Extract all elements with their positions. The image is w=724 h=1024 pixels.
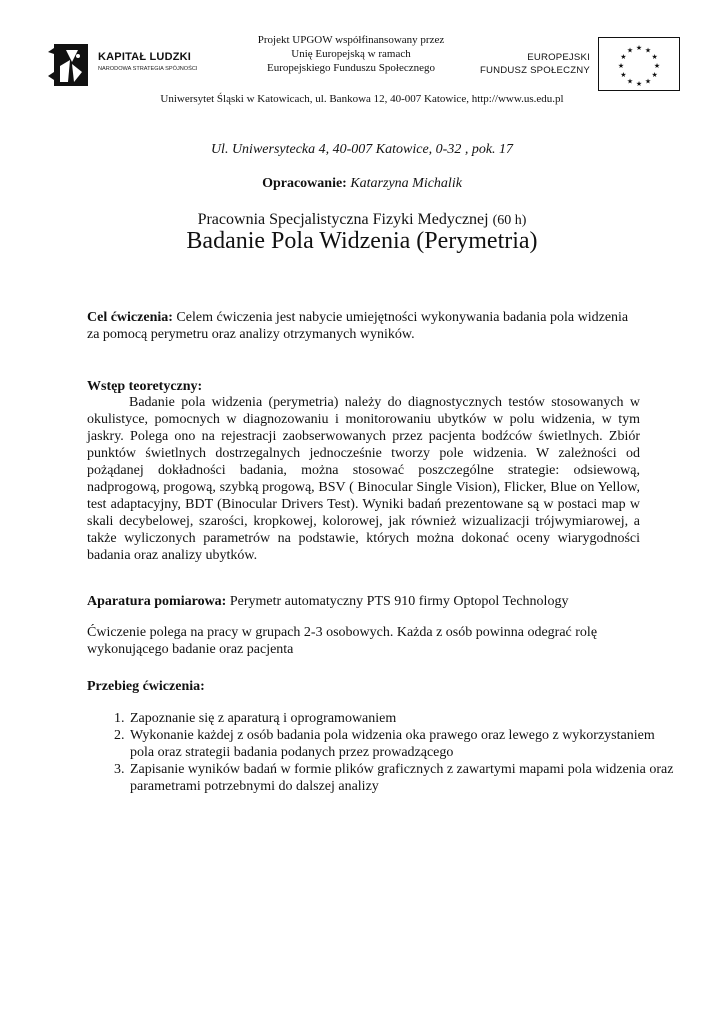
document-title: Badanie Pola Widzenia (Perymetria) [186,228,538,254]
list-item: 3. Zapisanie wyników badań w formie plików graficznych z zawartymi mapami pola widzenia oraz parametrami potrzebnymi do dalszej analizy [128,761,681,795]
intro-label: Wstęp teoretyczny: [87,379,203,394]
author-name: Katarzyna Michalik [350,176,462,191]
svg-text:★: ★ [635,80,643,88]
efs-line: FUNDUSZ SPOŁECZNY [479,65,590,76]
list-item: 1. Zapoznanie się z aparaturą i oprogramowaniem [128,710,681,727]
apparatus-label: Aparatura pomiarowa: [87,594,227,609]
apparatus-paragraph [87,593,640,610]
svg-text:★: ★ [644,77,652,86]
university-address: Uniwersytet Śląski w Katowicach, ul. Bankowa 12, 40-007 Katowice, http://www.us.edu.pl [160,93,564,105]
aim-paragraph [87,309,640,343]
intro-heading [87,378,640,395]
svg-text:★: ★ [626,77,634,86]
course-title: Pracownia Specjalistyczna Fizyki Medycznej [197,211,489,228]
intro-text: Badanie pola widzenia (perymetria) należy do diagnostycznych testów stosowanych w okulistyce, pomocnych w diagnozowaniu i monitorowaniu ubytków w polu widzenia, w tym jaskry. Polega ono na rejestracji zaobserwowanych przez pacjenta bodźców świetlnych. Zbiór punktów świetlnych dostrzegalnych jednocześnie tworzy pole widzenia. W zależności od pożądanej dokładności badania, można stosować poszczególne strategie: odsiewową, nadprogową, progową, szybką progową, BSV ( Binocular Single Vision), Flicker, Blue on Yellow, test adaptacyjny, BDT (Binocular Drivers Test). Wyniki badań prezentowane są w postaci map w skali decybelowej, szarości, kropkowej, kolorowej, jak również wizualizacji trójwymiarowej, a także wyliczonych parametrów na podstawie, których można dokonać oceny wiarygodności badania oraz analizy ubytków. [87,395,640,563]
kapital-ludzki-emblem-icon [48,42,92,88]
svg-text:★: ★ [635,44,643,52]
aim-text: Celem ćwiczenia jest nabycie umiejętności wykonywania badania pola widzenia za pomocą perymetru oraz analizy otrzymanych wyników. [87,310,629,342]
procedure-heading [87,678,640,695]
svg-text:★: ★ [644,46,652,55]
project-line: Unię Europejską w ramach [291,48,411,60]
aim-label: Cel ćwiczenia: [87,310,173,325]
eu-flag-icon [598,37,680,91]
list-item: 2. Wykonanie każdej z osób badania pola widzenia oka prawego oraz lewego z wykorzystaniem pola oraz strategii badania podanych przez prowadzącego [128,727,681,761]
efs-logo-text [470,51,590,77]
svg-text:★: ★ [626,46,634,55]
project-line: Europejskiego Funduszu Społecznego [266,62,436,74]
procedure-steps-list [87,710,681,795]
groups-paragraph: Ćwiczenie polega na pracy w grupach 2-3 osobowych. Każda z osób powinna odegrać rolę wykonującego badanie oraz pacjenta [87,625,598,657]
efs-line: EUROPEJSKI [527,52,590,63]
svg-text:★: ★ [651,71,658,79]
author-label: Opracowanie: [262,176,347,191]
svg-text:★: ★ [620,71,627,79]
svg-text:★: ★ [617,62,625,70]
author-line [0,176,724,192]
svg-text:★: ★ [653,62,661,70]
kl-logo-subtitle: NARODOWA STRATEGIA SPÓJNOŚCI [98,66,198,72]
project-info [236,33,466,75]
apparatus-text: Perymetr automatyczny PTS 910 firmy Optopol Technology [229,594,569,609]
svg-text:★: ★ [620,53,627,61]
svg-text:★: ★ [651,53,658,61]
kl-logo-title: KAPITAŁ LUDZKI [98,51,192,63]
project-line: Projekt UPGOW współfinansowany przez [257,34,445,46]
course-name [0,211,724,229]
lab-address: Ul. Uniwersytecka 4, 40-007 Katowice, 0-32 , pok. 17 [210,142,514,157]
kapital-ludzki-logo [40,30,216,92]
procedure-label: Przebieg ćwiczenia: [87,679,205,694]
course-hours: (60 h) [492,213,527,228]
